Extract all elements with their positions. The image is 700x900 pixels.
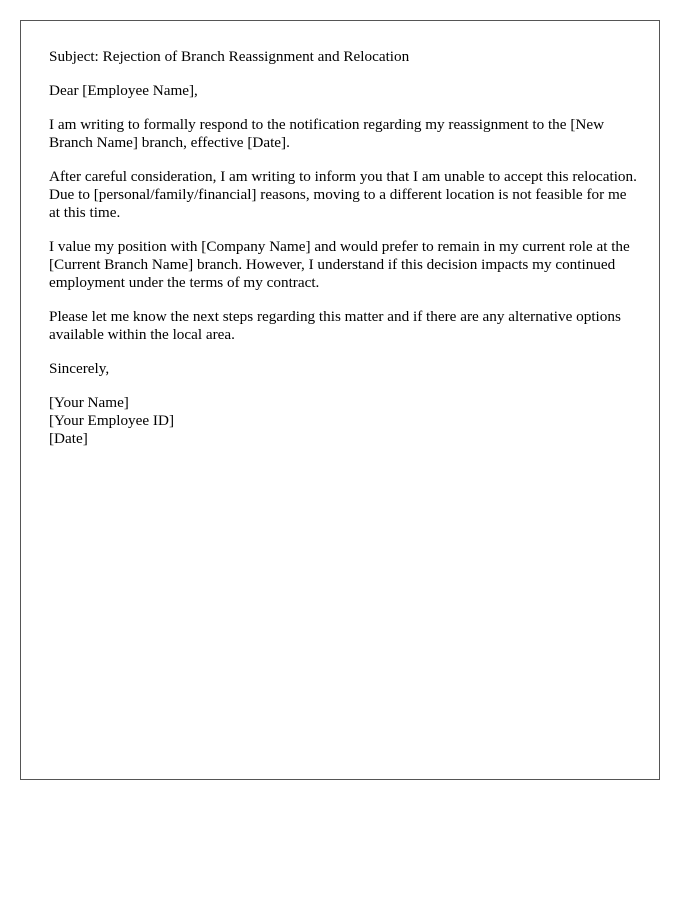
letter-paragraph-3: I value my position with [Company Name] and would prefer to remain in my current role at the [Current Branch Name] branch. However, I understand if this decision impacts my continued employment under the terms of my contract. [49,238,630,291]
signature-block [49,394,639,448]
letter-body [49,48,639,448]
letter-closing: Sincerely, [49,360,110,377]
signature-date: [Date] [49,430,88,447]
letter-paragraph-1: I am writing to formally respond to the notification regarding my reassignment to the [New Branch Name] branch, effective [Date]. [49,116,605,151]
letter-subject: Subject: Rejection of Branch Reassignment and Relocation [49,48,410,65]
signature-employee-id: [Your Employee ID] [49,412,174,429]
letter-paragraph-2: After careful consideration, I am writing to inform you that I am unable to accept this relocation. Due to [personal/family/financial] reasons, moving to a different location is not feasible for me at this time. [49,168,637,221]
letter-page [20,20,660,780]
letter-paragraph-4: Please let me know the next steps regarding this matter and if there are any alternative options available within the local area. [49,308,621,343]
letter-salutation: Dear [Employee Name], [49,82,198,99]
signature-name: [Your Name] [49,394,129,411]
